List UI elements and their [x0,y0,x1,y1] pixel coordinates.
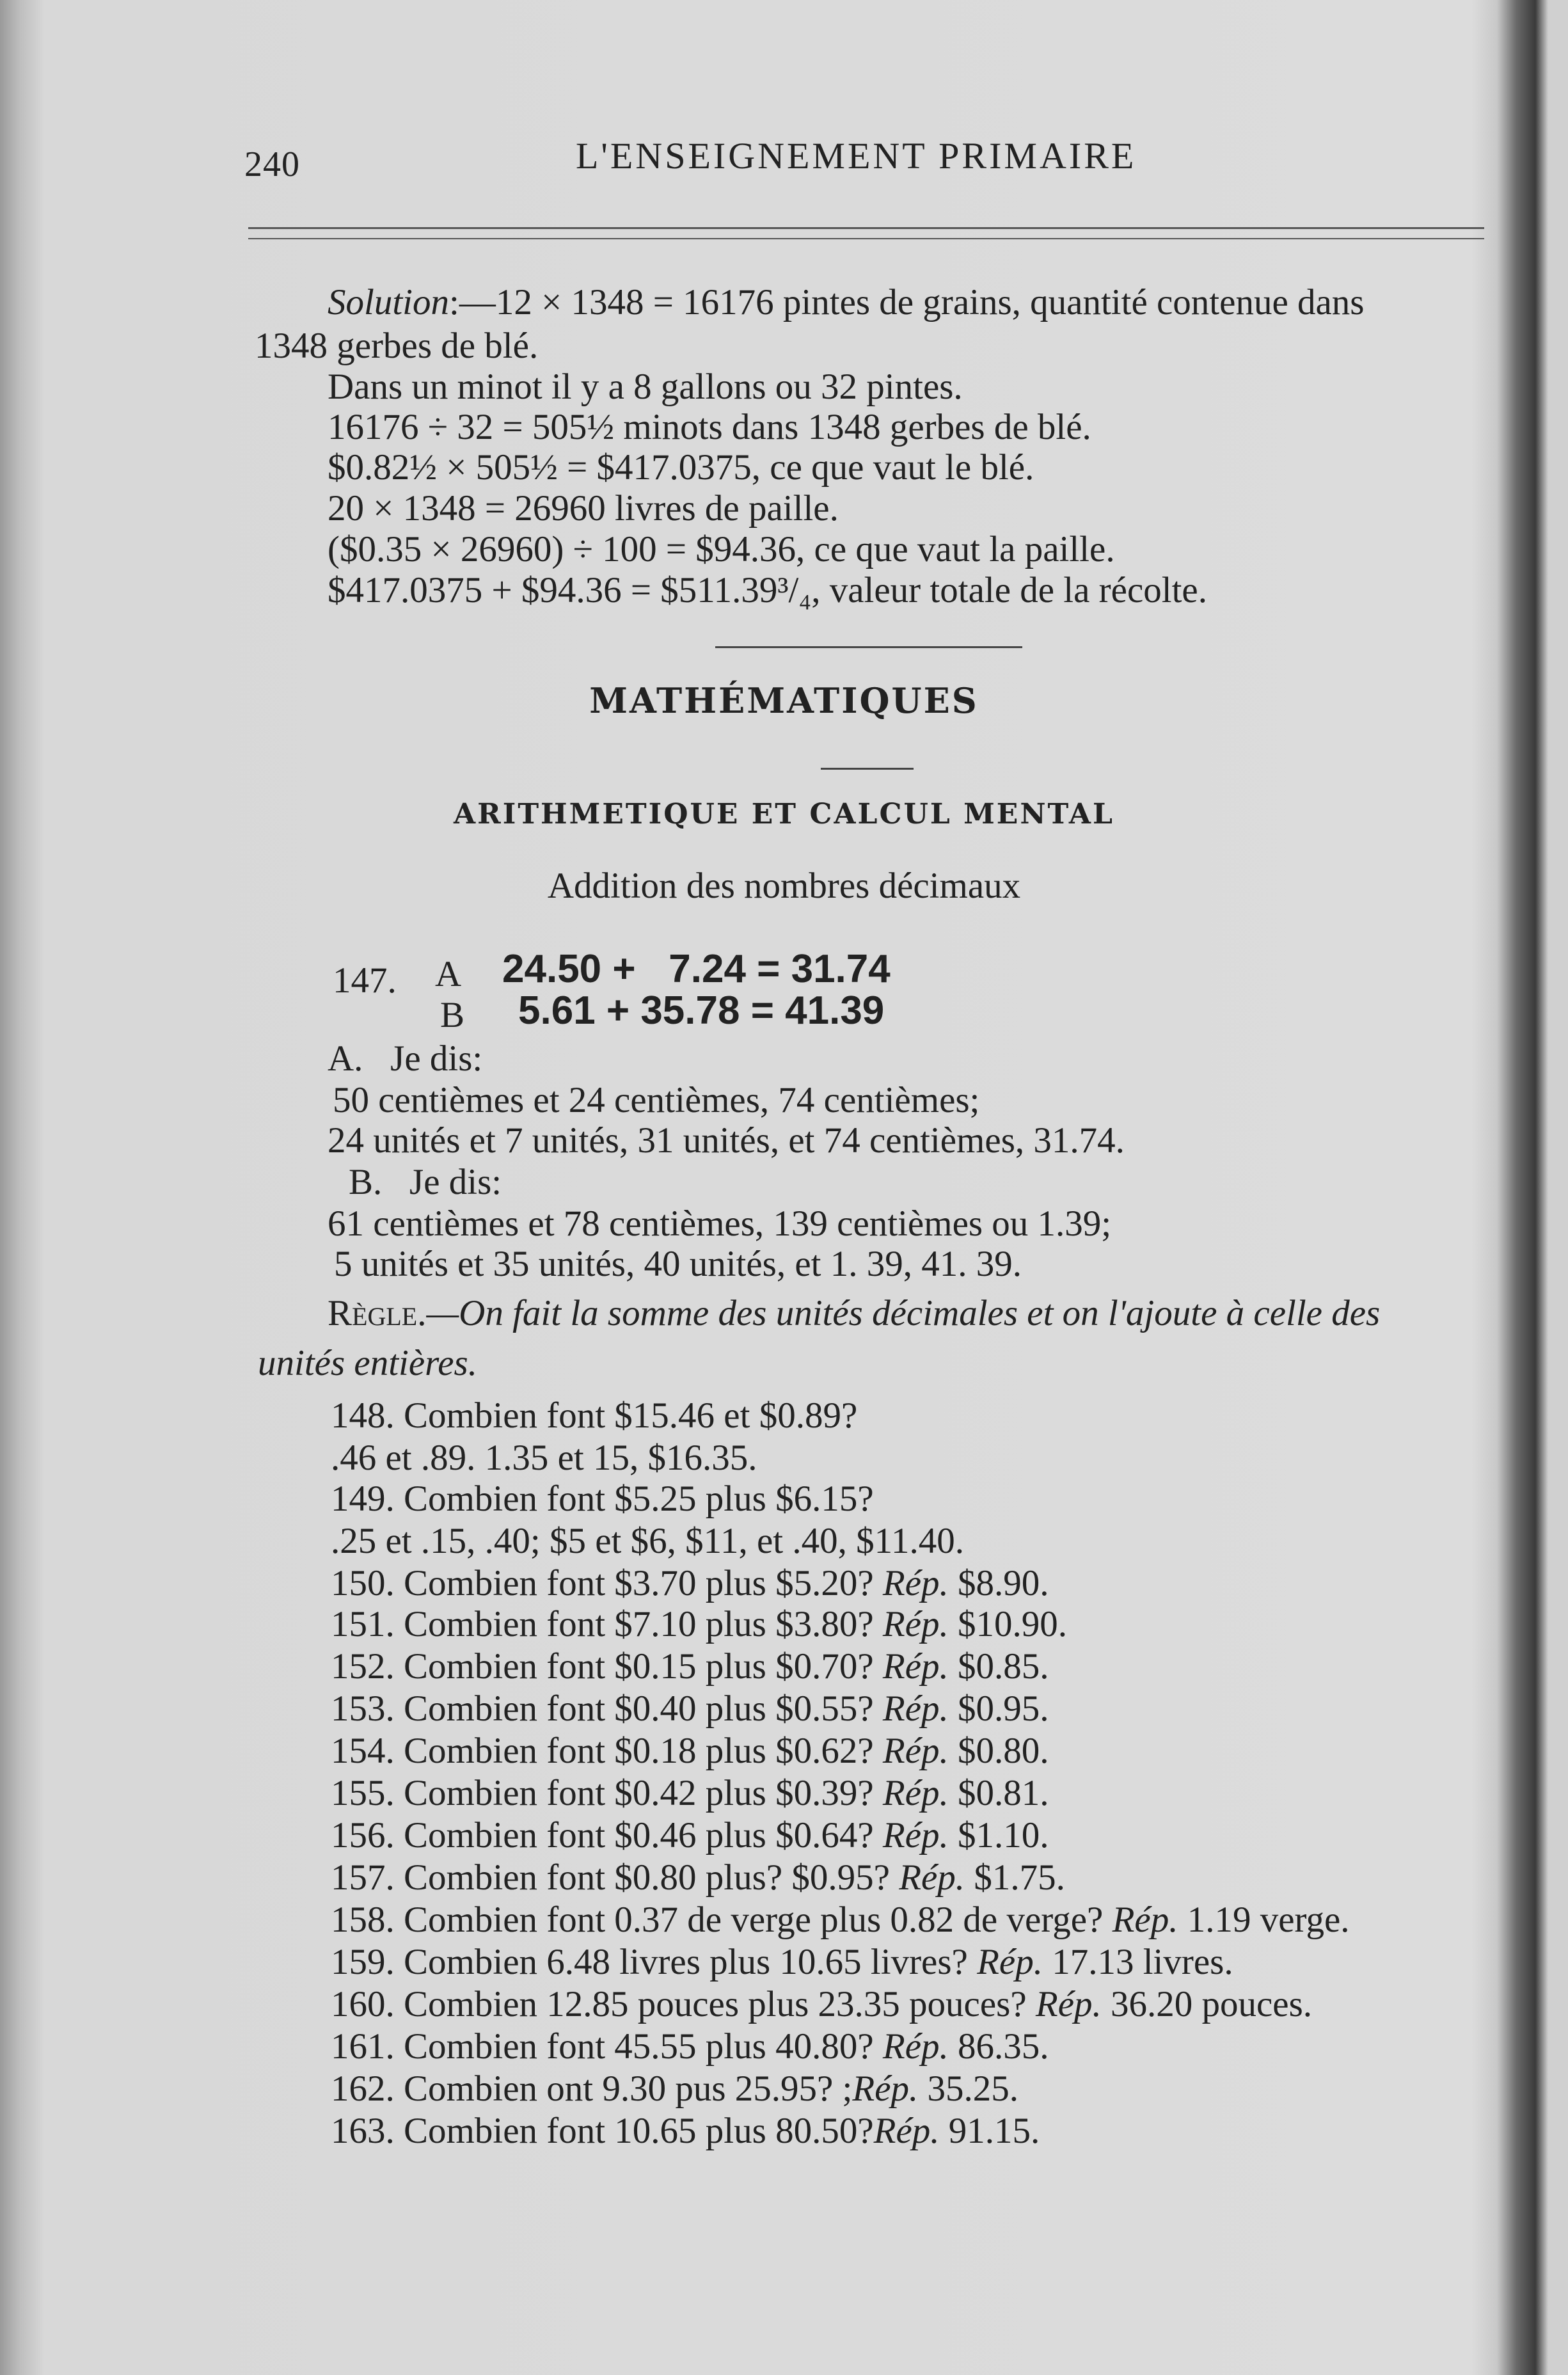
exercise-line: 149. Combien font $5.25 plus $6.15? [331,1479,874,1519]
exercise-line: .46 et .89. 1.35 et 15, $16.35. [331,1438,757,1478]
answered-exercise [331,1688,1049,1730]
answer-label: Rép. [882,1815,949,1855]
answered-exercise [331,1941,1233,1983]
solution-line: $0.82½ × 505½ = $417.0375, ce que vaut le blé. [328,447,1034,488]
answer-value: 86.35. [948,2026,1049,2067]
row-b-label: B [440,995,465,1035]
answer-label: Rép. [977,1942,1043,1982]
solution-line: 16176 ÷ 32 = 505½ minots dans 1348 gerbes de blé. [328,407,1091,447]
exercise-line: 148. Combien font $15.46 et $0.89? [331,1395,858,1436]
solution-label: Solution [328,282,450,322]
answer-label: Rép. [899,1857,965,1898]
exercise-line: .25 et .15, .40; $5 et $6, $11, et .40, $11.40. [331,1521,965,1561]
answer-value: 1.19 verge. [1178,1900,1350,1940]
question: 156. Combien font $0.46 plus $0.64? [331,1815,883,1855]
rule-line-1 [328,1292,1380,1335]
question: 160. Combien 12.85 pouces plus 23.35 pouces? [331,1984,1036,2024]
answer-value: 36.20 pouces. [1101,1984,1313,2024]
question: 152. Combien font $0.15 plus $0.70? [331,1646,883,1687]
solution-line-1 [328,282,1364,324]
answered-exercise [331,2068,1018,2110]
question: 163. Combien font 10.65 plus 80.50? [331,2111,874,2151]
answered-exercise [331,1772,1049,1815]
section-title: MATHÉMATIQUES [589,680,979,721]
answer-value: $0.95. [948,1688,1049,1729]
answer-value: $8.90. [948,1563,1049,1603]
b-intro: B. Je dis: [349,1162,502,1202]
answer-value: 17.13 livres. [1042,1942,1233,1982]
row-a-equation: 24.50 + 7.24 = 31.74 [502,947,891,991]
answer-value: $1.10. [948,1815,1049,1855]
rule-line-2: unités entières. [258,1343,477,1383]
solution-line-1-text: :—12 × 1348 = 16176 pintes de grains, quantité contenue dans [449,282,1365,322]
answered-exercise [331,1562,1049,1605]
solution-line: $417.0375 + $94.36 = $511.39³/₄, valeur totale de la récolte. [328,570,1207,610]
answer-label: Rép. [882,1563,949,1603]
question: 158. Combien font 0.37 de verge plus 0.82 de verge? [331,1900,1113,1940]
row-a-label: A [435,954,462,994]
answered-exercise [331,1603,1067,1646]
answered-exercise [331,2026,1049,2068]
row-b-equation: 5.61 + 35.78 = 41.39 [518,989,885,1033]
rule-label: Règle. [328,1293,427,1333]
answered-exercise [331,1857,1065,1899]
answer-value: 91.15. [939,2111,1040,2151]
answer-label: Rép. [1035,1984,1102,2024]
section-subtitle: ARITHMETIQUE ET CALCUL MENTAL [454,798,1114,830]
problem-number: 147. [333,960,397,1001]
answered-exercise [331,1815,1049,1857]
question: 159. Combien 6.48 livres plus 10.65 livres? [331,1942,978,1982]
answered-exercise [331,1646,1049,1688]
answer-label: Rép. [873,2111,940,2151]
answer-label: Rép. [882,1731,949,1771]
question: 162. Combien ont 9.30 pus 25.95? ; [331,2069,853,2109]
answer-label: Rép. [1112,1900,1178,1940]
a-line: 50 centièmes et 24 centièmes, 74 centièmes; [333,1080,980,1120]
b-line: 61 centièmes et 78 centièmes, 139 centièmes ou 1.39; [328,1203,1112,1244]
question: 161. Combien font 45.55 plus 40.80? [331,2026,883,2067]
header-rule [248,227,1484,239]
answer-label: Rép. [882,2026,949,2067]
rule-text-1: —On fait la somme des unités décimales et on l'ajoute à celle des [426,1293,1381,1333]
answer-label: Rép. [882,1604,949,1644]
answer-value: $0.85. [948,1646,1049,1687]
solution-line: Dans un minot il y a 8 gallons ou 32 pintes. [328,367,963,407]
a-line: 24 unités et 7 unités, 31 unités, et 74 centièmes, 31.74. [328,1120,1125,1161]
question: 150. Combien font $3.70 plus $5.20? [331,1563,883,1603]
answer-label: Rép. [852,2069,919,2109]
solution-line: ($0.35 × 26960) ÷ 100 = $94.36, ce que vaut la paille. [328,529,1115,569]
question: 157. Combien font $0.80 plus? $0.95? [331,1857,899,1898]
section-divider [715,646,1022,648]
b-line: 5 unités et 35 unités, 40 unités, et 1. 39, 41. 39. [334,1244,1022,1284]
answered-exercise [331,1899,1350,1941]
answered-exercise [331,2110,1040,2152]
solution-line: 20 × 1348 = 26960 livres de paille. [328,488,839,528]
topic-title: Addition des nombres décimaux [547,866,1021,906]
answer-label: Rép. [882,1773,949,1813]
a-intro: A. Je dis: [328,1038,483,1079]
question: 155. Combien font $0.42 plus $0.39? [331,1773,883,1813]
answered-exercise [331,1730,1049,1772]
running-title: L'ENSEIGNEMENT PRIMAIRE [576,135,1137,177]
answer-value: 35.25. [918,2069,1019,2109]
answer-value: $0.80. [948,1731,1049,1771]
answer-value: $1.75. [965,1857,1065,1898]
answered-exercise [331,1983,1312,2026]
question: 153. Combien font $0.40 plus $0.55? [331,1688,883,1729]
answer-label: Rép. [882,1646,949,1687]
page-number: 240 [244,145,300,184]
answer-value: $10.90. [948,1604,1068,1644]
title-divider [821,768,914,770]
question: 151. Combien font $7.10 plus $3.80? [331,1604,883,1644]
solution-line-2: 1348 gerbes de blé. [255,326,539,366]
question: 154. Combien font $0.18 plus $0.62? [331,1731,883,1771]
answer-label: Rép. [882,1688,949,1729]
answer-value: $0.81. [948,1773,1049,1813]
